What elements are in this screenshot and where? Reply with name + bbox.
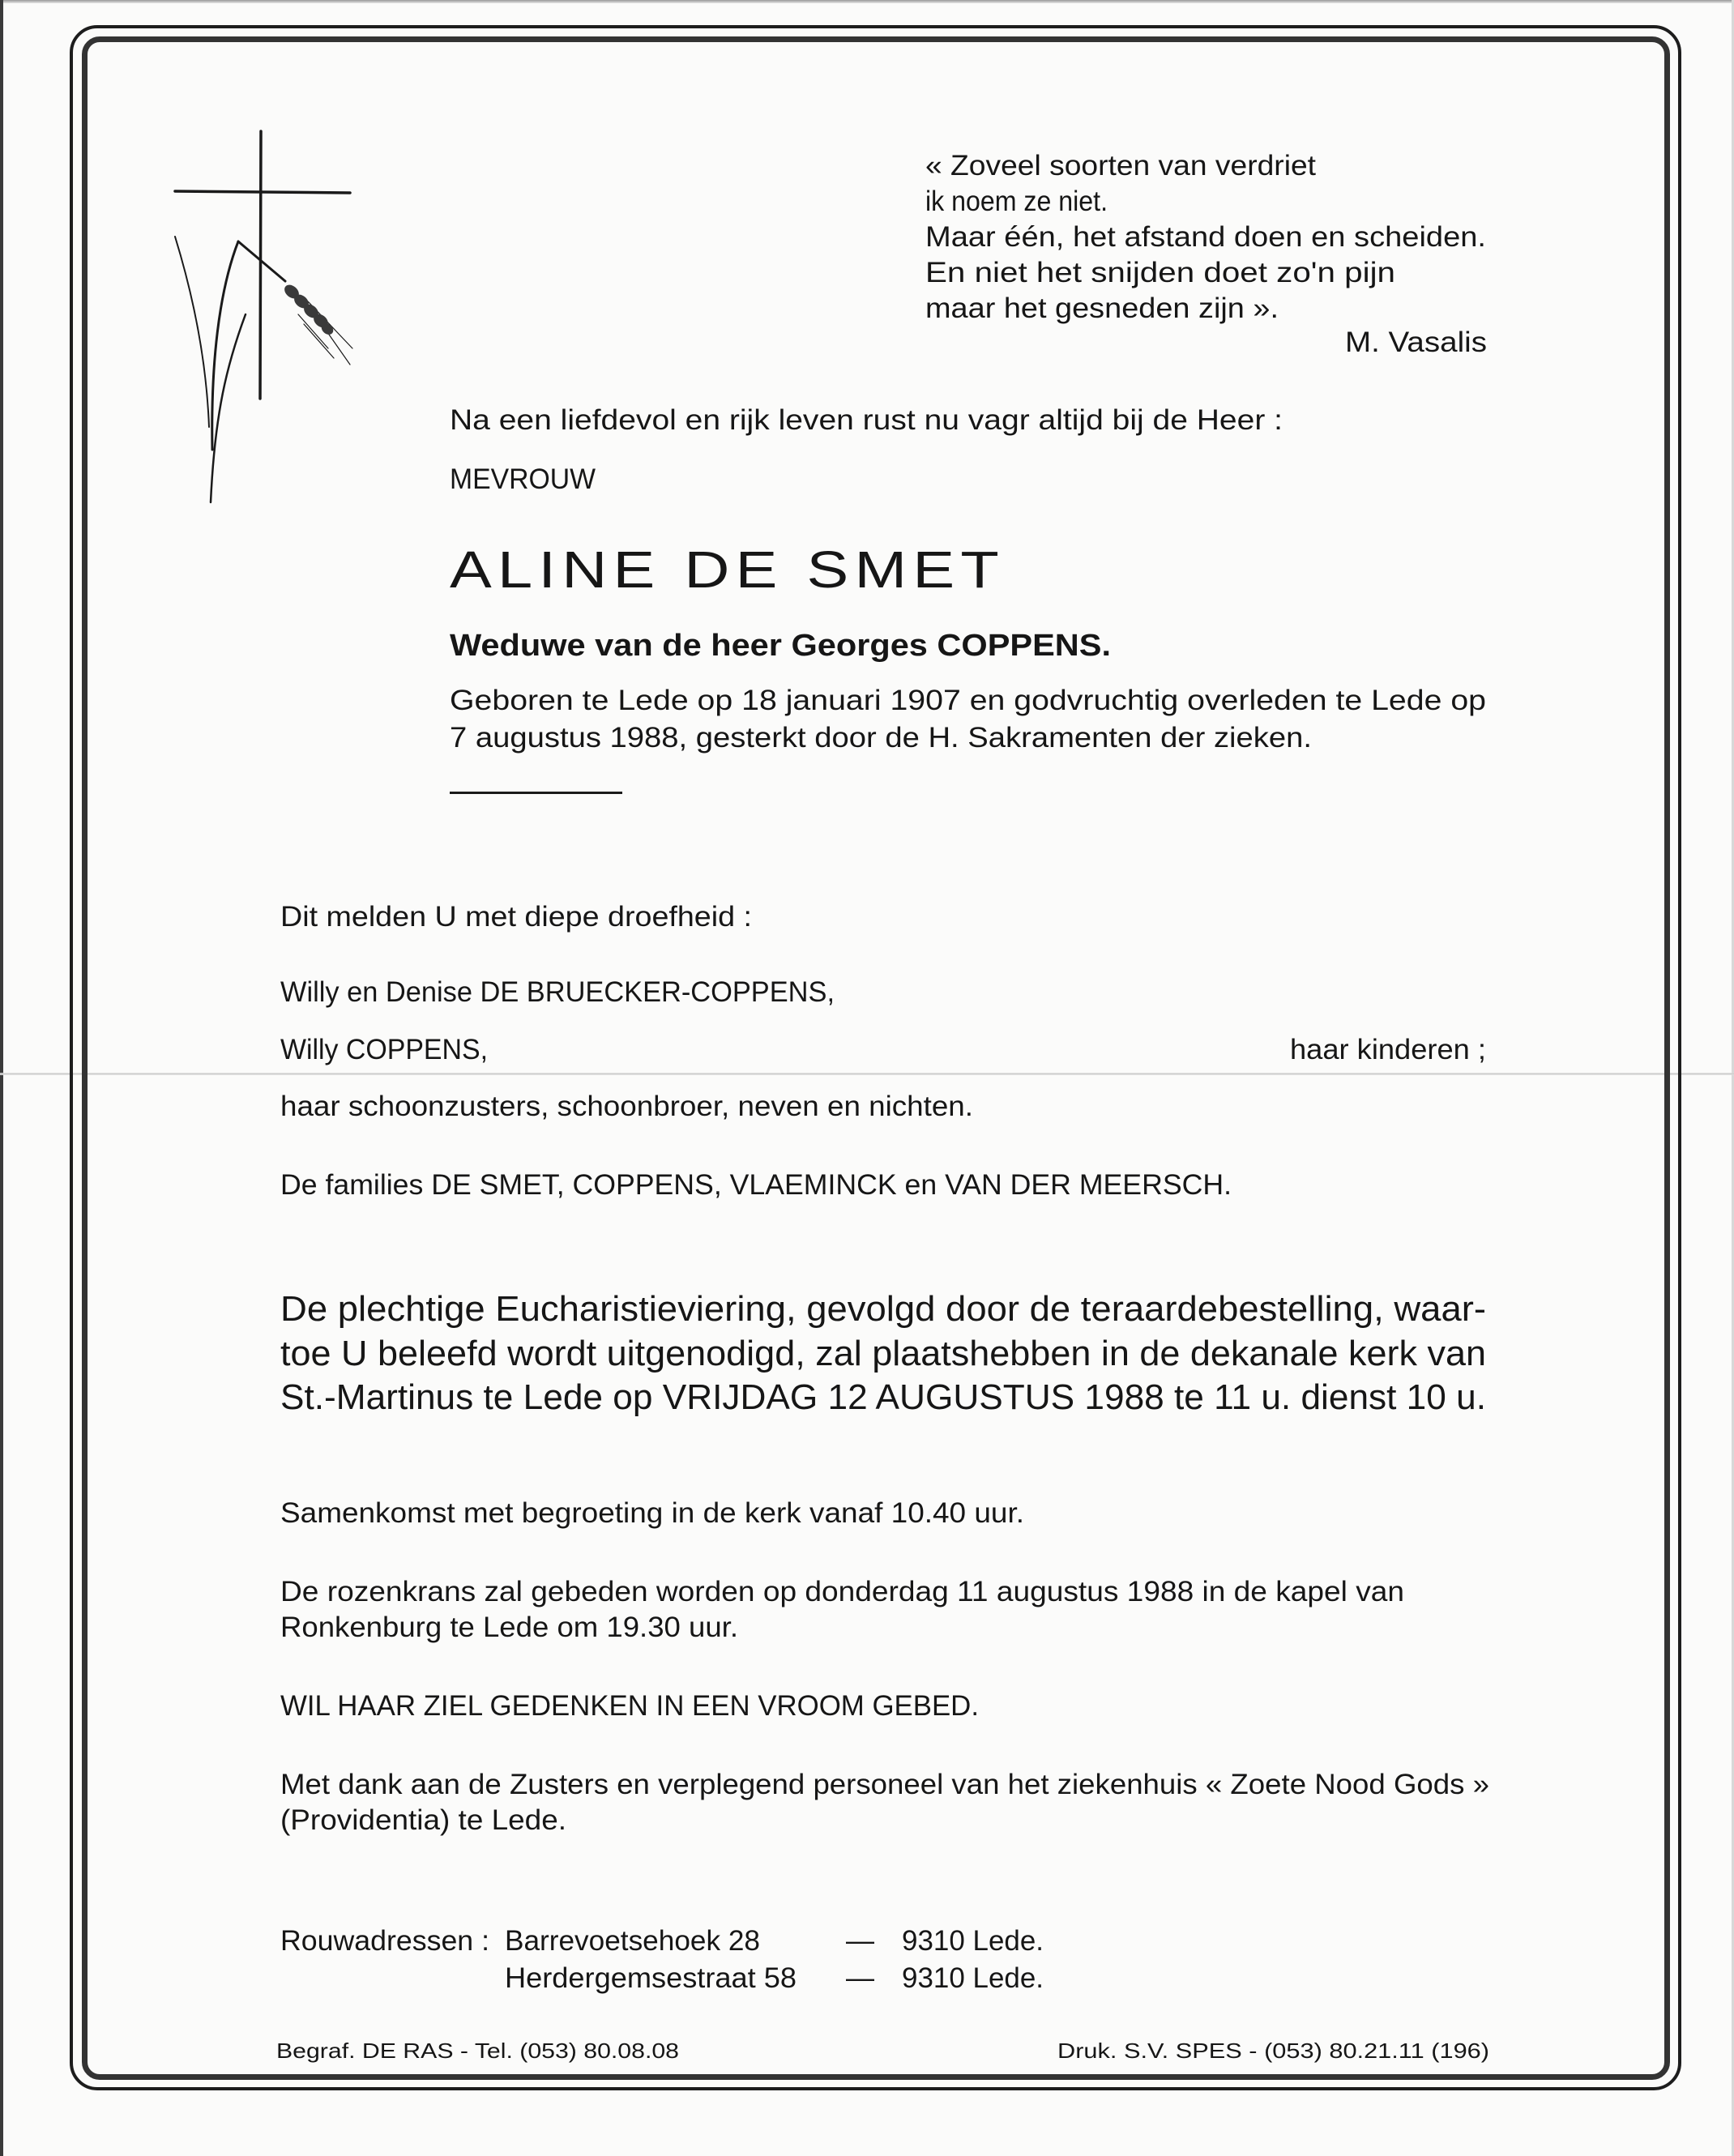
widow-of: Weduwe van de heer Georges COPPENS. <box>450 629 1111 663</box>
addresses-label: Rouwadressen : <box>280 1925 489 1957</box>
thanks-line: (Providentia) te Lede. <box>280 1804 566 1836</box>
quote-line: maar het gesneden zijn ». <box>925 292 1279 324</box>
address-dash: — <box>846 1925 874 1957</box>
scan-left-edge <box>0 0 3 2156</box>
deceased-name: ALINE DE SMET <box>450 540 1005 599</box>
wheat-stalk-left <box>175 237 209 427</box>
families: De families DE SMET, COPPENS, VLAEMINCK en VAN DER MEERSCH. <box>280 1169 1232 1201</box>
quote-line: Maar één, het afstand doen en scheiden. <box>925 221 1486 253</box>
address-city: 9310 Lede. <box>902 1925 1044 1957</box>
quote-line: « Zoveel soorten van verdriet <box>925 150 1316 181</box>
cross-horizontal <box>175 191 350 193</box>
quote-line: ik noem ze niet. <box>925 186 1108 217</box>
undertaker-info: Begraf. DE RAS - Tel. (053) 80.08.08 <box>276 2039 679 2063</box>
ceremony-line: St.-Martinus te Lede op VRIJDAG 12 AUGUSTUS 1988 te 11 u. dienst 10 u. <box>280 1377 1486 1417</box>
printer-info: Druk. S.V. SPES - (053) 80.21.11 (196) <box>1057 2039 1489 2063</box>
relatives: haar schoonzusters, schoonbroer, neven en nichten. <box>280 1091 973 1122</box>
honorific-title: MEVROUW <box>450 463 596 495</box>
cross-vertical <box>260 131 261 399</box>
child-entry: Willy COPPENS, <box>280 1034 488 1065</box>
rosary-line: De rozenkrans zal gebeden worden op donderdag 11 augustus 1988 in de kapel van <box>280 1576 1404 1607</box>
thanks-line: Met dank aan de Zusters en verplegend personeel van het ziekenhuis « Zoete Nood Gods » <box>280 1769 1489 1800</box>
address-city: 9310 Lede. <box>902 1962 1044 1994</box>
address-dash: — <box>846 1962 874 1994</box>
child-entry: Willy en Denise DE BRUECKER-COPPENS, <box>280 976 835 1008</box>
ceremony-line: De plechtige Eucharistieviering, gevolgd door de teraardebestelling, waar- <box>280 1289 1486 1329</box>
announcement-intro: Na een liefdevol en rijk leven rust nu vagr altijd bij de Heer : <box>450 404 1283 436</box>
wheat-ear <box>282 282 335 337</box>
scan-top-edge <box>0 0 1734 3</box>
section-divider <box>450 792 622 794</box>
gathering-info: Samenkomst met begroeting in de kerk vanaf 10.40 uur. <box>280 1497 1024 1529</box>
quote-author: M. Vasalis <box>1345 327 1487 358</box>
mourners-intro: Dit melden U met diepe droefheid : <box>280 901 752 933</box>
quote-line: En niet het snijden doet zo'n pijn <box>925 257 1395 288</box>
ceremony-line: toe U beleefd wordt uitgenodigd, zal plaatshebben in de dekanale kerk van <box>280 1334 1486 1373</box>
rosary-line: Ronkenburg te Lede om 19.30 uur. <box>280 1612 738 1643</box>
birth-death-line: 7 augustus 1988, gesterkt door de H. Sakramenten der zieken. <box>450 722 1312 754</box>
address-street: Barrevoetsehoek 28 <box>505 1925 760 1957</box>
children-label: haar kinderen ; <box>1290 1034 1486 1065</box>
cross-with-wheat-icon <box>162 122 373 510</box>
prayer-request: WIL HAAR ZIEL GEDENKEN IN EEN VROOM GEBED. <box>280 1690 979 1722</box>
address-street: Herdergemsestraat 58 <box>505 1962 797 1994</box>
birth-death-line: Geboren te Lede op 18 januari 1907 en godvruchtig overleden te Lede op <box>450 685 1486 716</box>
